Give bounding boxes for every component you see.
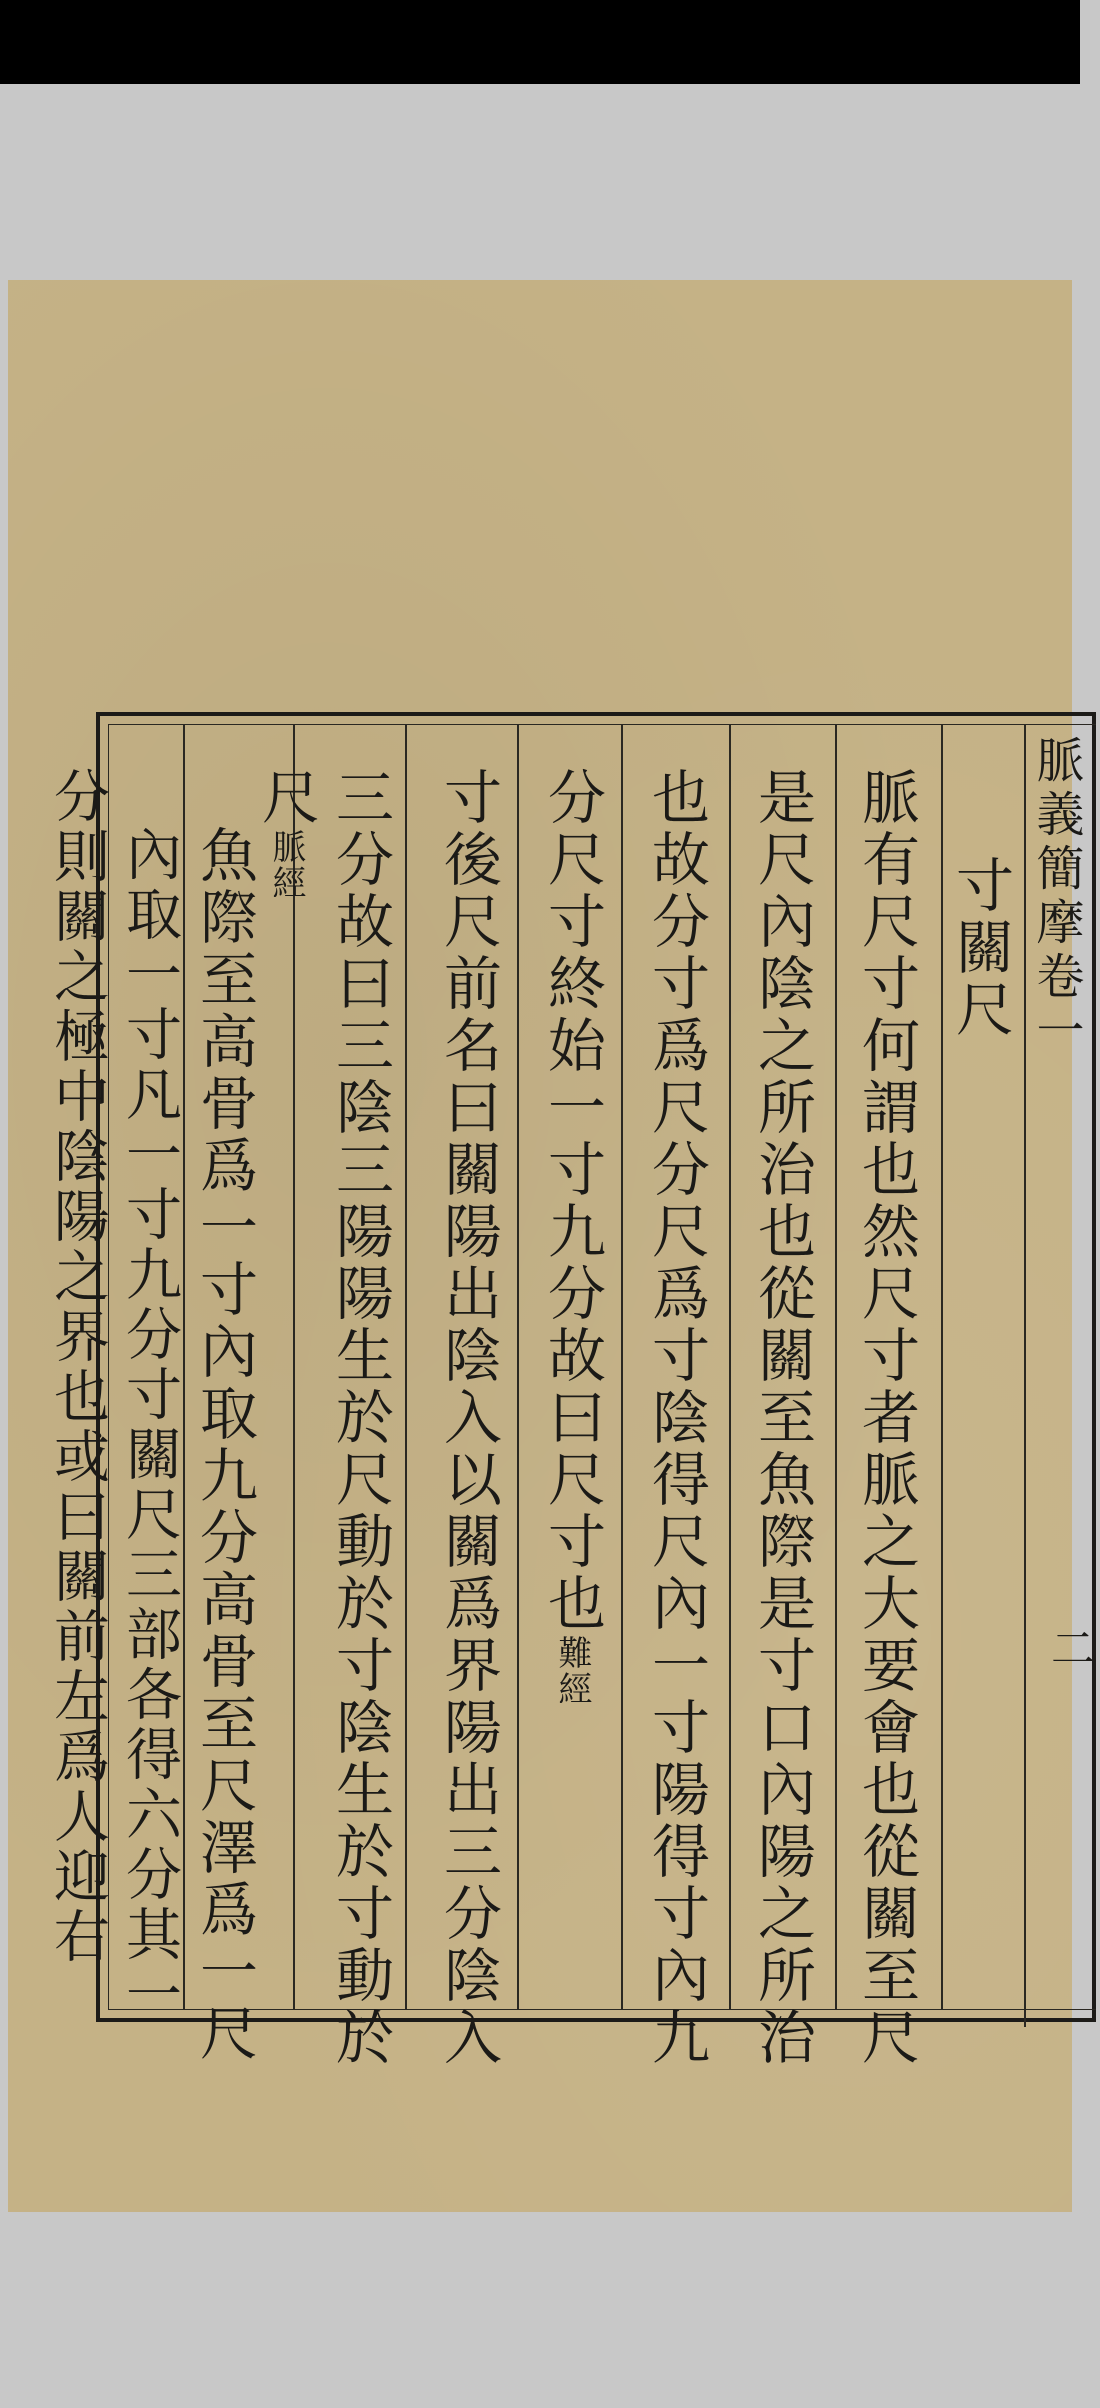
document-page [8,280,1094,2212]
text-column: 魚際至高骨爲一寸內取九分高骨至尺澤爲一尺 [190,825,258,2065]
text-column: 分尺寸終始一寸九分故曰尺寸也難經 [538,767,606,1707]
text-column-heading: 寸關尺 [946,855,1014,1041]
column-rule [405,725,407,2009]
folio-title: 脈義簡摩卷一 [1028,735,1084,1059]
text-block [45,724,1096,2069]
text-column: 三分故曰三陰三陽陽生於尺動於寸陰生於寸動於 [326,767,394,2069]
text-column: 內取一寸凡一寸九分寸關尺三部各得六分其一 [117,825,182,2025]
page-frame [45,712,1096,2069]
text-column: 脈有尺寸何謂也然尺寸者脈之大要會也從關至尺 [852,767,920,2069]
text-column: 也故分寸爲尺分尺爲寸陰得尺內一寸陽得寸內九 [642,767,710,2069]
column-rule [293,725,295,2009]
source-note: 脈經 [266,829,306,901]
text-column: 尺脈經 [252,767,320,901]
page-number: 二 [1043,1625,1094,1669]
folio-strip [1024,725,1096,2027]
text-column: 是尺內陰之所治也從關至魚際是寸口內陽之所治 [748,767,816,2069]
status-bar [0,0,1080,84]
column-rule [621,725,623,2009]
column-rule [835,725,837,2009]
text-column: 寸後尺前名曰關陽出陰入以關爲界陽出三分陰入 [434,767,502,2069]
column-rule [517,725,519,2009]
column-rule [941,725,943,2009]
source-note: 難經 [552,1635,592,1707]
column-rule [183,725,185,2009]
text-column: 分則關之極中陰陽之界也或曰關前左爲人迎右 [45,767,110,1967]
column-rule [729,725,731,2009]
